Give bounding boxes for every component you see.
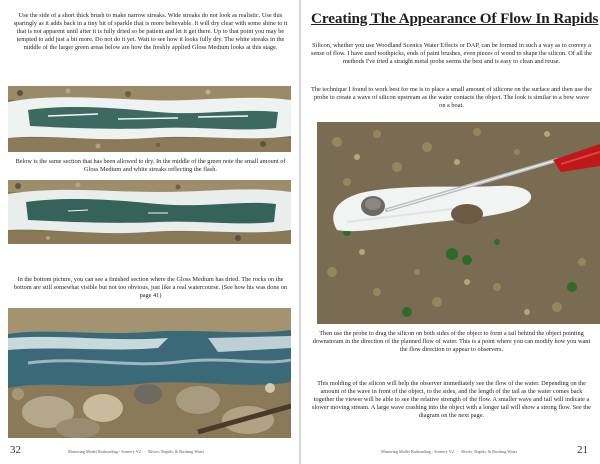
- page-number-left: 32: [10, 444, 21, 456]
- page-number-right: 21: [577, 444, 588, 456]
- right-footer-subtitle: Rivers, Rapids, & Rushing Water: [461, 449, 518, 454]
- section-heading: Creating The Appearance Of Flow In Rapids: [311, 10, 599, 27]
- left-paragraph-1: Use the side of a short thick brush to make narrow streaks. Wide streaks do not look as realistic. Use this sparingly as it adds back in a tiny bit of sparkle that is more believable. It will dry clear with some shine to it that is not apparent until after it is fully dried so be patient and let it get there. Up to that point you may be tempted to add just a bit more. Do not do it yet. Wait to see how it looks fully dry. The white streaks in the middle of the larger green areas below are how the freshly applied Gloss Medium looks at this stage.: [13, 12, 288, 51]
- right-paragraph-1: Silicon, whether you use Woodland Scenics Water Effects or DAP, can be formed in such a way as to convey a sense of flow. I have used toothpicks, ends of paint brushes, even pieces of wood to shape the silicon. Of all the methods I've tried a straight metal probe seems the best and is easy to clean and reuse.: [311, 42, 592, 65]
- right-footer: Mastering Model Railroading - Scenery V2 · Rivers, Rapids, & Rushing Water: [381, 449, 518, 454]
- photo-fresh-gloss-medium: [8, 86, 291, 152]
- photo-silicon-probe: [317, 122, 600, 324]
- right-paragraph-3: Then use the probe to drag the silicon on both sides of the object to form a tail behind the object pointing downstream in the direction of the planned flow of water. This is a point where you can modify how you want the flow direction to appear to observers.: [312, 330, 591, 353]
- left-paragraph-2: Below is the same section that has been allowed to dry. In the middle of the green note the small amount of Gloss Medium and white streaks reflecting the flash.: [15, 158, 286, 173]
- left-page: [0, 0, 299, 464]
- photo-dried-gloss-medium: [8, 180, 291, 244]
- left-paragraph-3: In the bottom picture, you can see a finished section where the Gloss Medium has dried. The rocks on the bottom are still somewhat visible but not too obvious, just like a real watercourse. (See how his was done on page 41): [13, 276, 288, 299]
- left-footer-title: Mastering Model Railroading - Scenery V2: [68, 449, 141, 454]
- right-footer-title: Mastering Model Railroading - Scenery V2: [381, 449, 454, 454]
- left-footer: Mastering Model Railroading - Scenery V2 · Rivers, Rapids, & Rushing Water: [68, 449, 205, 454]
- photo-finished-watercourse: [8, 308, 291, 438]
- right-page: [301, 0, 600, 464]
- right-paragraph-2: The technique I found to work best for me is to place a small amount of silicone on the surface and then use the probe to create a wave of silicon upstream as the water contacts the object. The look is similar to a bow wave on a boat.: [311, 86, 593, 109]
- left-footer-subtitle: Rivers, Rapids, & Rushing Water: [148, 449, 205, 454]
- right-paragraph-4: This molding of the silicon will help the observer immediately see the flow of the water. Depending on the amount of the wave in front of the object, to the sides, and the length of the tail as the water comes back together the viewer will be able to see the relative strength of the flow. A smaller wave and tail will indicate a slower moving stream. A large wave crashing into the object with a longer tail will show a strong flow. See the diagram on the next page.: [312, 380, 591, 419]
